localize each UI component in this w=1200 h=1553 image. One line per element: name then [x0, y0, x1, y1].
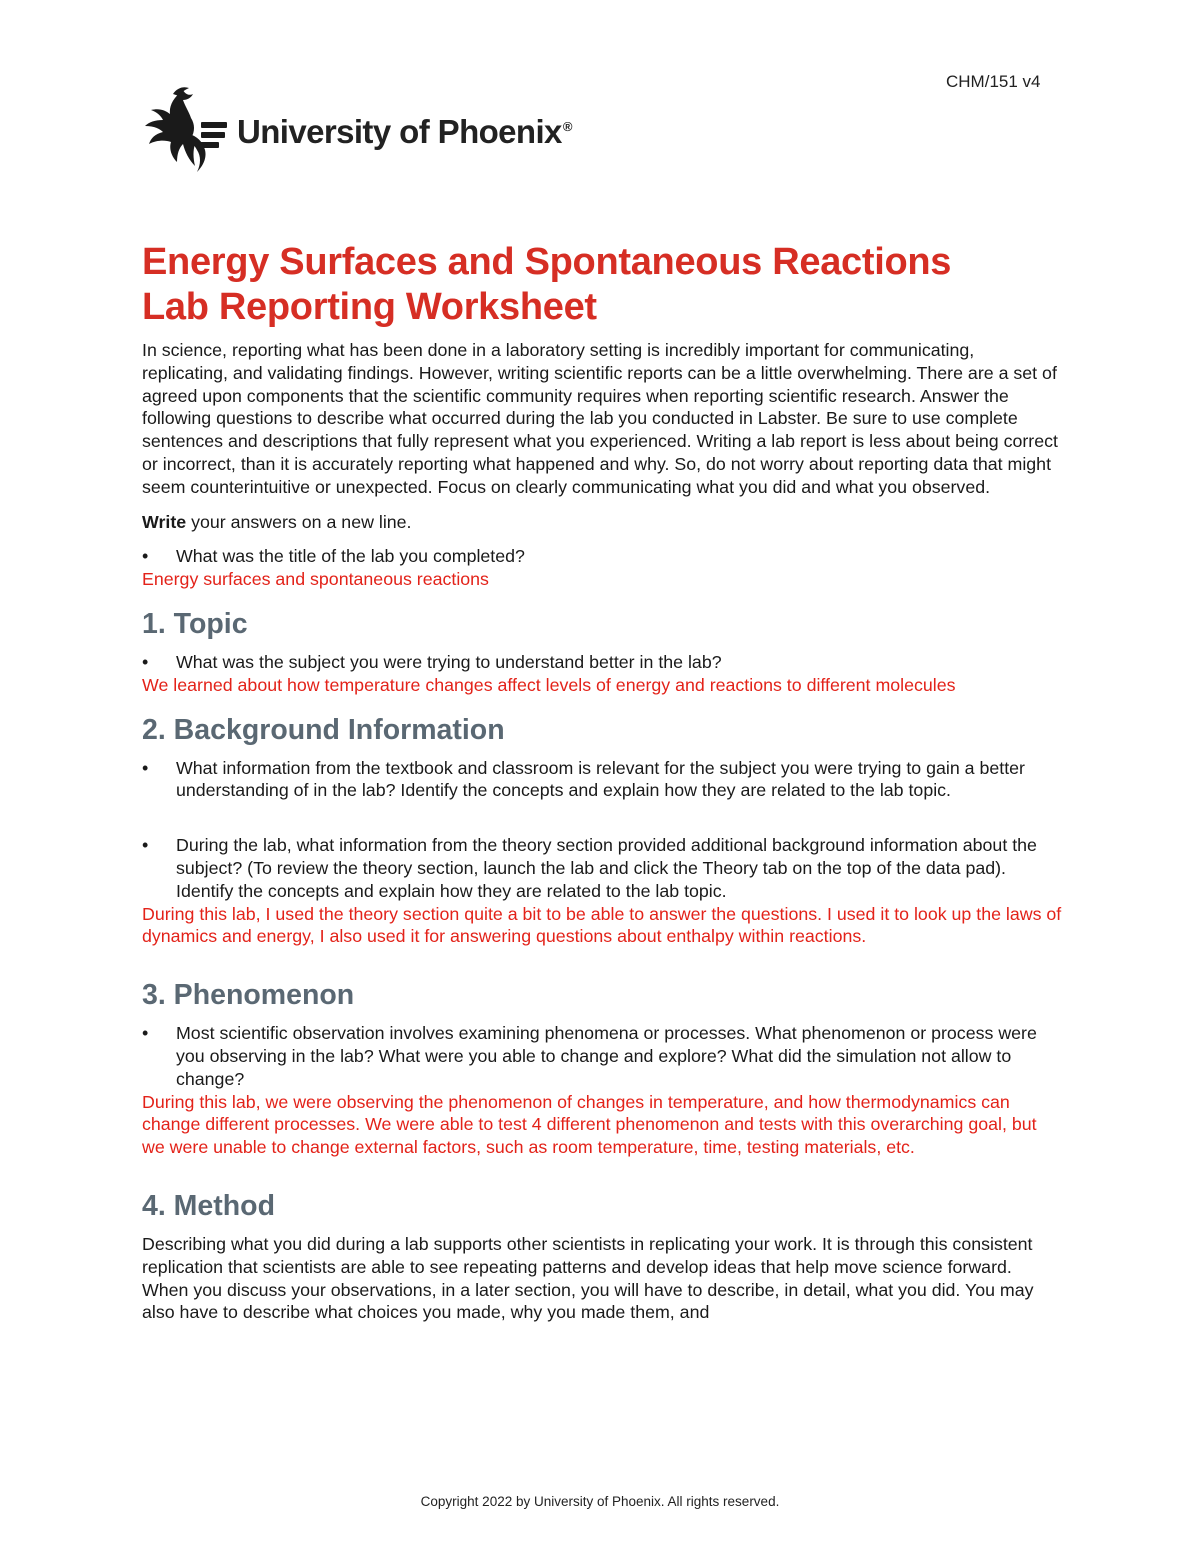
- copyright-footer: Copyright 2022 by University of Phoenix. All rights reserved.: [420, 1494, 780, 1509]
- write-instruction: [142, 511, 1062, 534]
- method-heading: 4. Method: [142, 1189, 275, 1222]
- lab-title-question: • What was the title of the lab you completed?: [142, 545, 1062, 568]
- worksheet-title: [142, 240, 1062, 330]
- worksheet-content: [142, 240, 1062, 1324]
- phenomenon-heading: 3. Phenomenon: [142, 979, 355, 1012]
- background-question-1: • What information from the textbook and classroom is relevant for the subject you were trying to gain a better understanding of in the lab? Identify the concepts and explain how they are related to the lab topic.: [142, 757, 1062, 803]
- intro-paragraph: In science, reporting what has been done in a laboratory setting is incredibly important for communicating, replicating, and validating findings. However, writing scientific reports can be a little overwhelming. There are a set of agreed upon components that the scientific community requires when reporting scientific research. Answer the following questions to describe what occurred during the lab you conducted in Labster. Be sure to use complete sentences and descriptions that fully represent what you experienced. Writing a lab report is less about being correct or incorrect, than it is accurately reporting what happened and why. So, do not worry about reporting data that might seem counterintuitive or unexpected. Focus on clearly communicating what you did and what you observed.: [142, 340, 1058, 497]
- logo-wordmark: [237, 113, 572, 151]
- background-heading: 2. Background Information: [142, 713, 505, 746]
- course-code: CHM/151 v4: [946, 72, 1041, 91]
- topic-answer: We learned about how temperature changes affect levels of energy and reactions to different molecules: [142, 674, 956, 695]
- phoenix-bird-icon: [143, 84, 227, 176]
- logo-text: University of Phoenix: [237, 113, 562, 150]
- background-answer: During this lab, I used the theory section quite a bit to be able to answer the questions. I used it to look up the laws of dynamics and energy, I also used it for answering questions about enthalpy within reactions.: [142, 903, 1062, 947]
- university-logo: [143, 84, 572, 176]
- phenomenon-question: • Most scientific observation involves examining phenomena or processes. What phenomenon or process were you observing in the lab? What were you able to change and explore? What did the simulation not allow to change?: [142, 1022, 1062, 1090]
- topic-heading: 1. Topic: [142, 607, 248, 640]
- lab-title-answer: Energy surfaces and spontaneous reactions: [142, 569, 489, 590]
- title-line-1: Energy Surfaces and Spontaneous Reactions: [142, 241, 952, 283]
- write-rest: your answers on a new line.: [186, 511, 412, 532]
- title-line-2: Lab Reporting Worksheet: [142, 286, 597, 328]
- registered-mark: ®: [562, 119, 572, 134]
- topic-question: • What was the subject you were trying to understand better in the lab?: [142, 651, 1062, 674]
- phenomenon-answer: During this lab, we were observing the phenomenon of changes in temperature, and how thermodynamics can change different processes. We were able to test 4 different phenomenon and tests with this overarching goal, but we were unable to change external factors, such as room temperature, time, testing materials, etc.: [142, 1091, 1037, 1158]
- method-paragraph: Describing what you did during a lab supports other scientists in replicating your work. It is through this consistent replication that scientists are able to see repeating patterns and develop ideas that help move science forward. When you discuss your observations, in a later section, you will have to describe, in detail, what you did. You may also have to describe what choices you made, why you made them, and: [142, 1233, 1034, 1323]
- write-bold: Write: [142, 511, 187, 532]
- background-question-2: • During the lab, what information from the theory section provided additional background information about the subject? (To review the theory section, launch the lab and click the Theory tab on the top of the data pad). Identify the concepts and explain how they are related to the lab topic.: [142, 834, 1062, 902]
